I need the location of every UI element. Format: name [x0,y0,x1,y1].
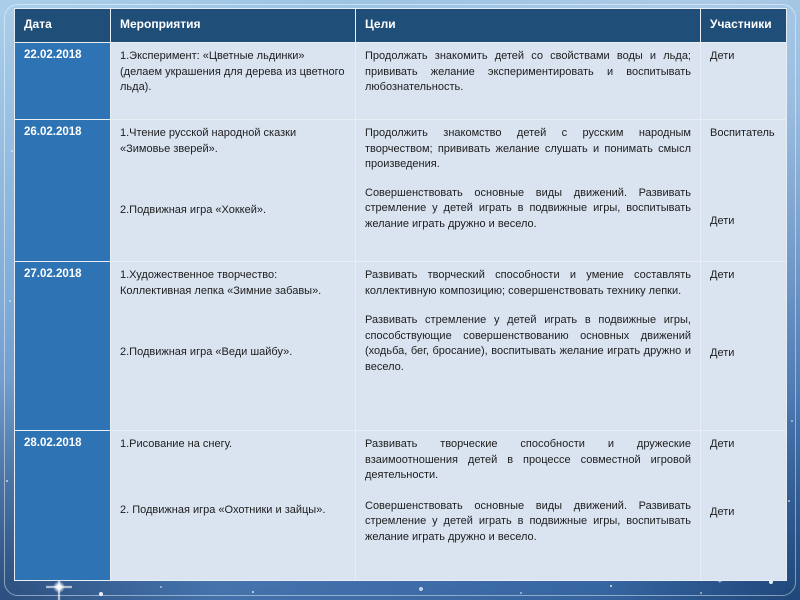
participants-cell [701,262,787,431]
sparkle-dots [0,0,2,2]
goal-item: Совершенствовать основные виды движений. Развивать стремление у детей играть в подвижные игры, воспитывать желание играть дружно и весело. [365,499,691,544]
table-row [15,120,787,262]
activity-item: 2.Подвижная игра «Хоккей». [120,204,267,217]
activities-cell [111,43,356,120]
goals-cell [356,120,701,262]
date-cell: 27.02.2018 [15,262,111,431]
goal-item: Совершенствовать основные виды движений. Развивать стремление у детей играть в подвижные игры, воспитывать желание играть дружно и весело. [365,186,691,231]
table-row [15,431,787,581]
activity-item: 2. Подвижная игра «Охотники и зайцы». [120,503,326,516]
activities-cell [111,120,356,262]
goals-cell [356,431,701,581]
participants-cell [701,43,787,120]
activities-cell [111,431,356,581]
goals-cell [356,43,701,120]
activity-item: 1.Чтение русской народной сказки «Зимовье зверей». [120,127,297,155]
goal-item: Продолжать знакомить детей со свойствами воды и льда; прививать желание экспериментировать и воспитывать любознательность. [365,50,691,94]
goal-item: Развивать творческий способности и умение составлять коллективную композицию; совершенствовать технику лепки. [365,269,691,297]
activity-item: 1.Художественное творчество: Коллективная лепка «Зимние забавы». [120,269,322,297]
activity-item: 1.Эксперимент: «Цветные льдинки» (делаем украшения для дерева из цветного льда). [120,50,345,94]
goal-item: Развивать стремление у детей играть в подвижные игры, способствующие совершенствованию основных движений (ходьба, бег, бросание), воспитывать желание играть дружно и весело. [365,314,691,374]
date-cell: 22.02.2018 [15,43,111,120]
header-goals: Цели [356,9,701,43]
participant-item: Дети [710,269,735,281]
header-participants: Участники [701,9,787,43]
participant-item: Дети [710,346,735,359]
participant-item: Дети [710,438,735,450]
participants-cell [701,120,787,262]
participants-cell [701,431,787,581]
table-header-row [15,9,787,43]
activity-item: 2.Подвижная игра «Веди шайбу». [120,346,293,359]
table-row [15,43,787,120]
goal-item: Продолжить знакомство детей с русским народным творчеством; прививать желание слушать и понимать смысл произведения. [365,127,691,171]
header-date: Дата [15,9,111,43]
schedule-table [14,8,787,581]
participant-item: Дети [710,505,735,518]
activities-cell [111,262,356,431]
goal-item: Развивать творческие способности и дружеские взаимоотношения детей в процессе совместной игровой деятельности. [365,438,691,482]
activity-item: 1.Рисование на снегу. [120,438,233,450]
date-cell: 26.02.2018 [15,120,111,262]
header-activities: Мероприятия [111,9,356,43]
date-cell: 28.02.2018 [15,431,111,581]
goals-cell [356,262,701,431]
participant-item: Дети [710,214,735,227]
participant-item: Дети [710,50,735,62]
participant-item: Воспитатель [710,127,775,139]
table-row [15,262,787,431]
